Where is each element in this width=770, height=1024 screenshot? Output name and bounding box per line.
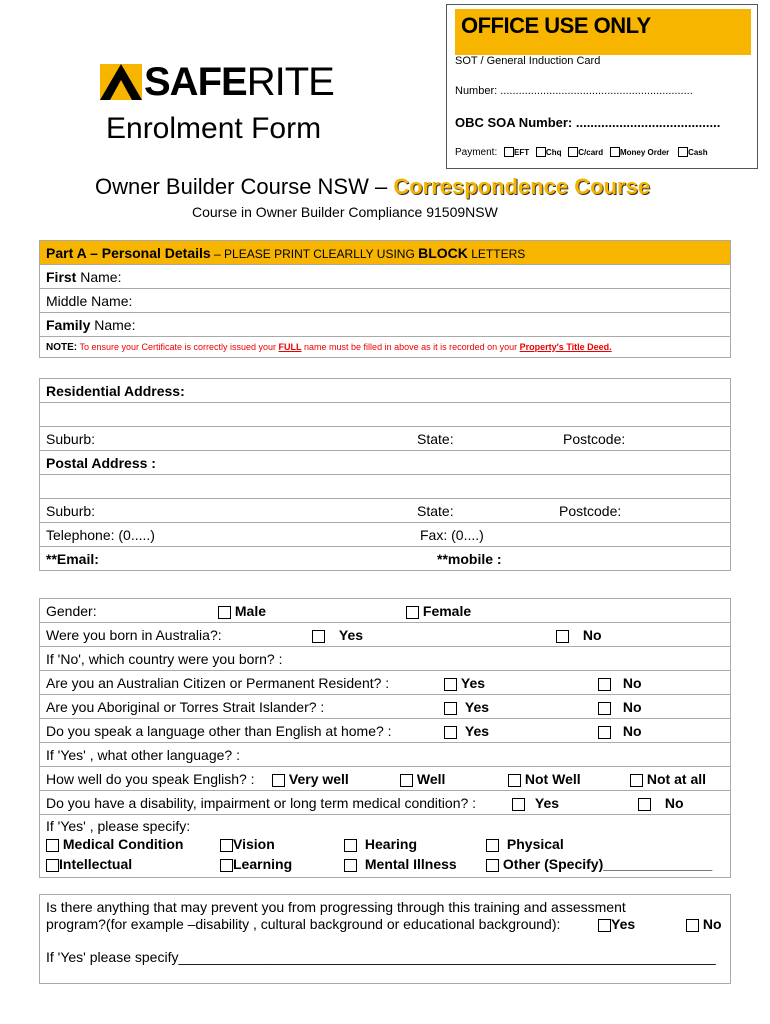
progress-yes-label: Yes bbox=[611, 916, 636, 932]
medical-label: Medical Condition bbox=[62, 836, 184, 852]
disability-no-checkbox[interactable] bbox=[638, 798, 651, 811]
progress-specify-label: If 'Yes' please specify_____________________________________________________________________ bbox=[46, 949, 716, 965]
language-label: Do you speak a language other than English at home? : bbox=[46, 723, 392, 739]
male-checkbox[interactable] bbox=[218, 606, 231, 619]
note-text-1: To ensure your Certificate is correctly issued your bbox=[77, 341, 279, 352]
part-a-letters: LETTERS bbox=[467, 246, 526, 261]
office-use-title: OFFICE USE ONLY bbox=[455, 9, 751, 55]
disability-no-label: No bbox=[664, 795, 684, 811]
family-label-bold: Family bbox=[46, 316, 91, 333]
english-label: How well do you speak English? : bbox=[46, 771, 255, 787]
part-a-block: BLOCK bbox=[418, 244, 468, 261]
first-label-bold: First bbox=[46, 268, 77, 285]
phone-row[interactable] bbox=[40, 523, 731, 547]
language-yes-label: Yes bbox=[464, 723, 490, 739]
hearing-label: Hearing bbox=[364, 836, 418, 852]
postal-suburb-row[interactable] bbox=[40, 499, 731, 523]
citizen-yes-label: Yes bbox=[460, 675, 486, 691]
gender-label: Gender: bbox=[46, 603, 97, 619]
postal-address-field[interactable] bbox=[40, 475, 731, 499]
other-checkbox[interactable] bbox=[486, 859, 499, 872]
note-text-2: name must be filled in above as it is recorded on your bbox=[301, 341, 520, 352]
course-subtitle: Course in Owner Builder Compliance 91509NSW bbox=[192, 204, 498, 220]
payment-row bbox=[455, 147, 708, 158]
logo-text-bold: SAFE bbox=[144, 60, 247, 104]
progress-no-checkbox[interactable] bbox=[686, 919, 699, 932]
progress-question-line-2: program?(for example –disability , cultural background or educational background): bbox=[46, 916, 561, 932]
country-born-label: If 'No', which country were you born? : bbox=[46, 650, 283, 667]
course-title-prefix: Owner Builder Course NSW – bbox=[95, 174, 394, 199]
born-yes-checkbox[interactable] bbox=[312, 630, 325, 643]
disability-specify-cell bbox=[40, 815, 731, 878]
part-a-instruction: – PLEASE PRINT CLEARLLY USING bbox=[210, 246, 419, 261]
progress-yes-checkbox[interactable] bbox=[598, 919, 611, 932]
postal-postcode-label: Postcode: bbox=[559, 503, 622, 519]
aboriginal-yes-label: Yes bbox=[464, 699, 490, 715]
physical-label: Physical bbox=[506, 836, 564, 852]
disability-type-row-2 bbox=[46, 856, 724, 876]
other-language-field[interactable] bbox=[40, 743, 731, 767]
very-well-checkbox[interactable] bbox=[272, 774, 285, 787]
personal-details-table bbox=[39, 240, 731, 358]
learning-label: Learning bbox=[233, 856, 293, 872]
address-table bbox=[39, 378, 731, 571]
email-label: **Email: bbox=[46, 551, 99, 567]
born-no-label: No bbox=[582, 627, 602, 643]
first-name-field[interactable] bbox=[40, 265, 731, 289]
intellectual-label: Intellectual bbox=[59, 856, 133, 872]
progress-cell bbox=[40, 895, 731, 984]
other-language-label: If 'Yes' , what other language? : bbox=[46, 746, 240, 763]
part-a-header bbox=[40, 241, 731, 265]
aboriginal-no-label: No bbox=[622, 699, 642, 715]
postal-suburb-label: Suburb: bbox=[46, 503, 96, 519]
language-row bbox=[40, 719, 731, 743]
first-label-rest: Name: bbox=[76, 268, 122, 285]
hearing-checkbox[interactable] bbox=[344, 839, 357, 852]
female-label: Female bbox=[422, 603, 472, 619]
born-yes-label: Yes bbox=[338, 627, 364, 643]
state-label: State: bbox=[417, 431, 454, 447]
language-yes-checkbox[interactable] bbox=[444, 726, 457, 739]
name-note bbox=[40, 337, 731, 358]
mental-illness-checkbox[interactable] bbox=[344, 859, 357, 872]
saferite-logo bbox=[100, 62, 340, 104]
citizen-no-label: No bbox=[622, 675, 642, 691]
payment-cash-checkbox[interactable] bbox=[678, 147, 688, 157]
payment-money-order-label: Money Order bbox=[619, 148, 670, 157]
telephone-label: Telephone: (0.....) bbox=[46, 527, 155, 543]
not-well-checkbox[interactable] bbox=[508, 774, 521, 787]
medical-checkbox[interactable] bbox=[46, 839, 59, 852]
very-well-label: Very well bbox=[288, 771, 349, 787]
disability-row bbox=[40, 791, 731, 815]
form-title: Enrolment Form bbox=[106, 112, 322, 145]
office-use-box bbox=[446, 4, 758, 169]
physical-checkbox[interactable] bbox=[486, 839, 499, 852]
mental-illness-label: Mental Illness bbox=[364, 856, 457, 872]
citizen-yes-checkbox[interactable] bbox=[444, 678, 457, 691]
questions-table bbox=[39, 598, 731, 878]
born-no-checkbox[interactable] bbox=[556, 630, 569, 643]
residential-address-label: Residential Address: bbox=[40, 379, 731, 403]
country-born-field[interactable] bbox=[40, 647, 731, 671]
middle-name-label: Middle Name: bbox=[46, 292, 133, 309]
disability-yes-label: Yes bbox=[534, 795, 560, 811]
sot-card-label: SOT / General Induction Card bbox=[455, 55, 601, 67]
suburb-label: Suburb: bbox=[46, 431, 96, 447]
female-checkbox[interactable] bbox=[406, 606, 419, 619]
logo-mark-icon bbox=[100, 62, 144, 102]
language-no-checkbox[interactable] bbox=[598, 726, 611, 739]
not-well-label: Not Well bbox=[524, 771, 581, 787]
well-label: Well bbox=[416, 771, 446, 787]
aboriginal-label: Are you Aboriginal or Torres Strait Islander? : bbox=[46, 699, 325, 715]
note-full: FULL bbox=[278, 341, 302, 352]
born-australia-label: Were you born in Australia?: bbox=[46, 627, 222, 643]
payment-eft-checkbox[interactable] bbox=[504, 147, 514, 157]
payment-ccard-checkbox[interactable] bbox=[568, 147, 578, 157]
born-australia-row bbox=[40, 623, 731, 647]
language-no-label: No bbox=[622, 723, 642, 739]
postal-address-label: Postal Address : bbox=[40, 451, 731, 475]
course-title bbox=[95, 174, 650, 200]
disability-specify-label: If 'Yes' , please specify: bbox=[46, 818, 191, 834]
disability-type-row-1 bbox=[46, 836, 724, 856]
progress-question-line-1: Is there anything that may prevent you from progressing through this training and assessment bbox=[46, 899, 626, 915]
aboriginal-row bbox=[40, 695, 731, 719]
email-row[interactable] bbox=[40, 547, 731, 571]
well-checkbox[interactable] bbox=[400, 774, 413, 787]
obc-soa-number-field[interactable]: OBC SOA Number: ........................................ bbox=[455, 115, 721, 130]
other-specify-label: Other (Specify)______________ bbox=[502, 856, 713, 872]
payment-eft-label: EFT bbox=[514, 148, 530, 157]
office-number-field[interactable]: Number: ............................................................... bbox=[455, 85, 693, 97]
payment-cash-label: Cash bbox=[688, 148, 708, 157]
citizen-row bbox=[40, 671, 731, 695]
progress-specify-field[interactable] bbox=[46, 949, 724, 965]
postcode-label: Postcode: bbox=[563, 431, 626, 447]
aboriginal-no-checkbox[interactable] bbox=[598, 702, 611, 715]
note-title-deed: Property's Title Deed. bbox=[519, 341, 612, 352]
residential-suburb-row[interactable] bbox=[40, 427, 731, 451]
residential-address-field[interactable] bbox=[40, 403, 731, 427]
gender-row bbox=[40, 599, 731, 623]
disability-yes-checkbox[interactable] bbox=[512, 798, 525, 811]
not-at-all-checkbox[interactable] bbox=[630, 774, 643, 787]
vision-checkbox[interactable] bbox=[220, 839, 233, 852]
logo-text-thin: RITE bbox=[246, 60, 334, 104]
progress-table bbox=[39, 894, 731, 984]
payment-chq-label: Chq bbox=[545, 148, 562, 157]
family-label-rest: Name: bbox=[90, 316, 136, 333]
family-name-field[interactable] bbox=[40, 313, 731, 337]
postal-state-label: State: bbox=[417, 503, 454, 519]
disability-label: Do you have a disability, impairment or long term medical condition? : bbox=[46, 795, 477, 811]
payment-label: Payment: bbox=[455, 147, 498, 158]
male-label: Male bbox=[234, 603, 267, 619]
not-at-all-label: Not at all bbox=[646, 771, 707, 787]
english-row bbox=[40, 767, 731, 791]
note-label: NOTE: bbox=[46, 341, 78, 353]
payment-money-order-checkbox[interactable] bbox=[610, 147, 620, 157]
mobile-label: **mobile : bbox=[437, 551, 502, 567]
aboriginal-yes-checkbox[interactable] bbox=[444, 702, 457, 715]
middle-name-field[interactable] bbox=[40, 289, 731, 313]
citizen-no-checkbox[interactable] bbox=[598, 678, 611, 691]
part-a-title: Part A – Personal Details bbox=[46, 244, 211, 261]
vision-label: Vision bbox=[233, 836, 275, 852]
progress-no-label: No bbox=[702, 916, 722, 932]
intellectual-checkbox[interactable] bbox=[46, 859, 59, 872]
fax-label: Fax: (0....) bbox=[420, 527, 484, 543]
payment-ccard-label: C/card bbox=[578, 148, 604, 157]
payment-chq-checkbox[interactable] bbox=[536, 147, 546, 157]
learning-checkbox[interactable] bbox=[220, 859, 233, 872]
course-title-highlight: Correspondence Course bbox=[393, 174, 651, 199]
citizen-label: Are you an Australian Citizen or Permanent Resident? : bbox=[46, 675, 390, 691]
